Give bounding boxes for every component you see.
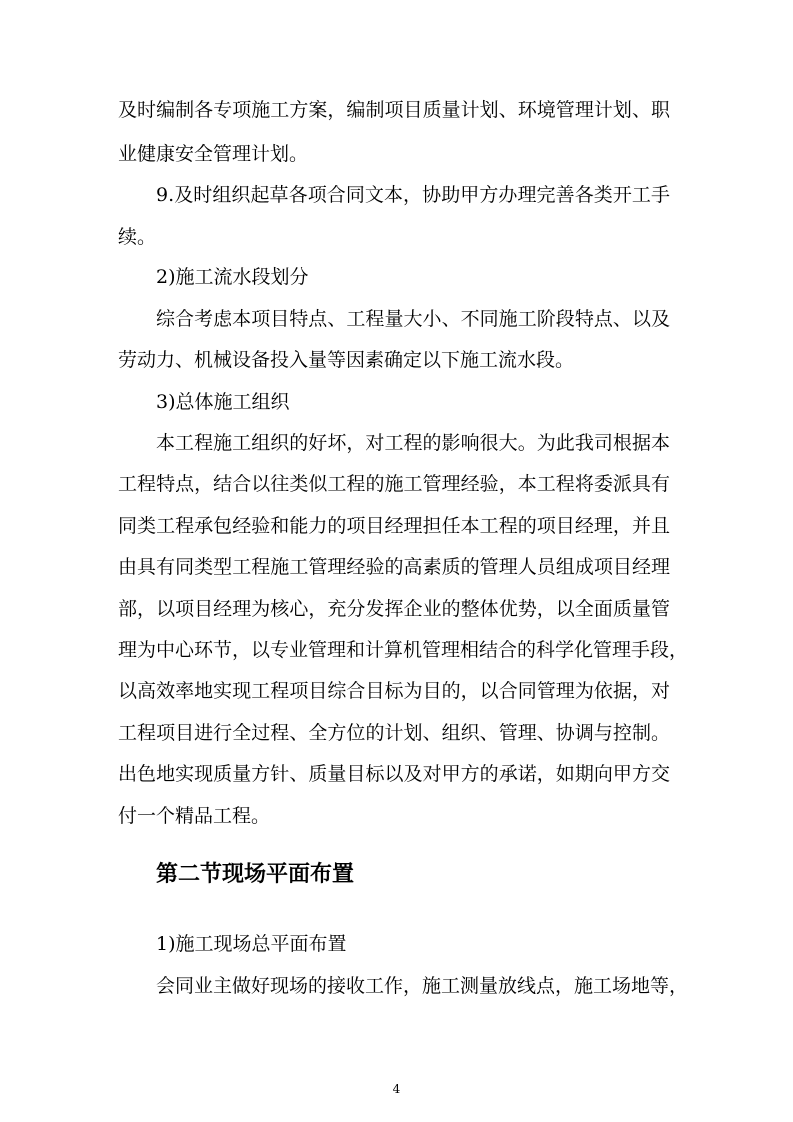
paragraph-line: 同类工程承包经验和能力的项目经理担任本工程的项目经理，并且 — [118, 515, 670, 537]
section-heading: 第二节现场平面布置 — [156, 862, 355, 887]
paragraph-line: 理为中心环节，以专业管理和计算机管理相结合的科学化管理手段， — [118, 639, 689, 661]
subsection-title: 3)总体施工组织 — [156, 391, 290, 413]
paragraph-line: 工程项目进行全过程、全方位的计划、组织、管理、协调与控制。 — [118, 722, 670, 744]
paragraph-line: 付一个精品工程。 — [118, 805, 271, 827]
paragraph-line: 以高效率地实现工程项目综合目标为目的，以合同管理为依据，对 — [118, 680, 670, 702]
subsection-title: 2)施工流水段划分 — [156, 266, 309, 288]
paragraph-line: 9.及时组织起草各项合同文本，协助甲方办理完善各类开工手 — [156, 184, 670, 206]
page-number: 4 — [392, 1082, 401, 1096]
paragraph-line: 本工程施工组织的好坏，对工程的影响很大。为此我司根据本 — [156, 432, 670, 454]
paragraph-line: 综合考虑本项目特点、工程量大小、不同施工阶段特点、以及 — [156, 308, 670, 330]
subsection-title: 1)施工现场总平面布置 — [156, 933, 347, 955]
paragraph-line: 出色地实现质量方针、质量目标以及对甲方的承诺，如期向甲方交 — [118, 763, 670, 785]
paragraph-line: 续。 — [118, 226, 157, 248]
paragraph-line: 及时编制各专项施工方案，编制项目质量计划、环境管理计划、职 — [118, 99, 670, 121]
paragraph-line: 工程特点，结合以往类似工程的施工管理经验，本工程将委派具有 — [118, 473, 670, 495]
paragraph-line: 会同业主做好现场的接收工作，施工测量放线点，施工场地等， — [156, 975, 689, 997]
paragraph-line: 部，以项目经理为核心，充分发挥企业的整体优势，以全面质量管 — [118, 598, 670, 620]
paragraph-line: 业健康安全管理计划。 — [118, 143, 309, 165]
paragraph-line: 劳动力、机械设备投入量等因素确定以下施工流水段。 — [118, 349, 575, 371]
paragraph-line: 由具有同类型工程施工管理经验的高素质的管理人员组成项目经理 — [118, 556, 670, 578]
